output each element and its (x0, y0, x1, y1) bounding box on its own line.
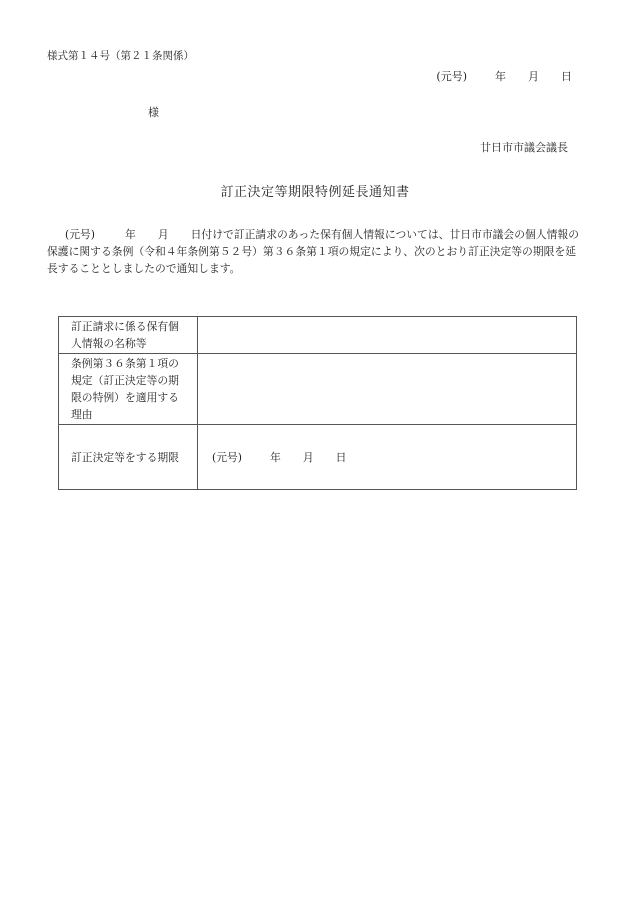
deadline-year: 年 (270, 450, 281, 464)
addressee-suffix: 様 (148, 106, 159, 119)
form-number: 様式第１４号（第２１条関係） (47, 50, 194, 62)
notice-details-table (58, 316, 577, 490)
body-year: 年 (125, 228, 136, 241)
row-value-reason (198, 354, 577, 425)
row-value-deadline (198, 425, 577, 490)
header-date (436, 68, 572, 84)
row-label-info-name: 訂正請求に係る保有個人情報の名称等 (59, 317, 198, 354)
document-title: 訂正決定等期限特例延長通知書 (220, 185, 410, 200)
body-month: 月 (157, 228, 169, 241)
body-text: 日付けで訂正請求のあった保有個人情報については、廿日市市議会の個人情報の保護に関する条例（令和４年条例第５２号）第３６条第１項の規定により、次のとおり訂正決定等の期限を延長することとしましたので通知します。 (47, 228, 579, 275)
row-label-deadline: 訂正決定等をする期限 (59, 425, 198, 490)
table-row (59, 317, 577, 354)
row-value-info-name (198, 317, 577, 354)
table-row (59, 354, 577, 425)
notice-body (47, 226, 583, 277)
deadline-month: 月 (302, 450, 314, 464)
deadline-day: 日 (335, 450, 347, 464)
issuer-name: 廿日市市議会議長 (480, 141, 568, 154)
body-era: (元号) (65, 228, 96, 241)
header-date-day: 日 (561, 70, 572, 83)
header-date-month: 月 (528, 70, 539, 83)
header-date-era: (元号) (436, 70, 467, 83)
deadline-era: (元号) (212, 450, 243, 464)
header-date-year: 年 (495, 70, 506, 83)
table-row (59, 425, 577, 490)
row-label-reason: 条例第３６条第１項の規定（訂正決定等の期限の特例）を適用する理由 (59, 354, 198, 425)
